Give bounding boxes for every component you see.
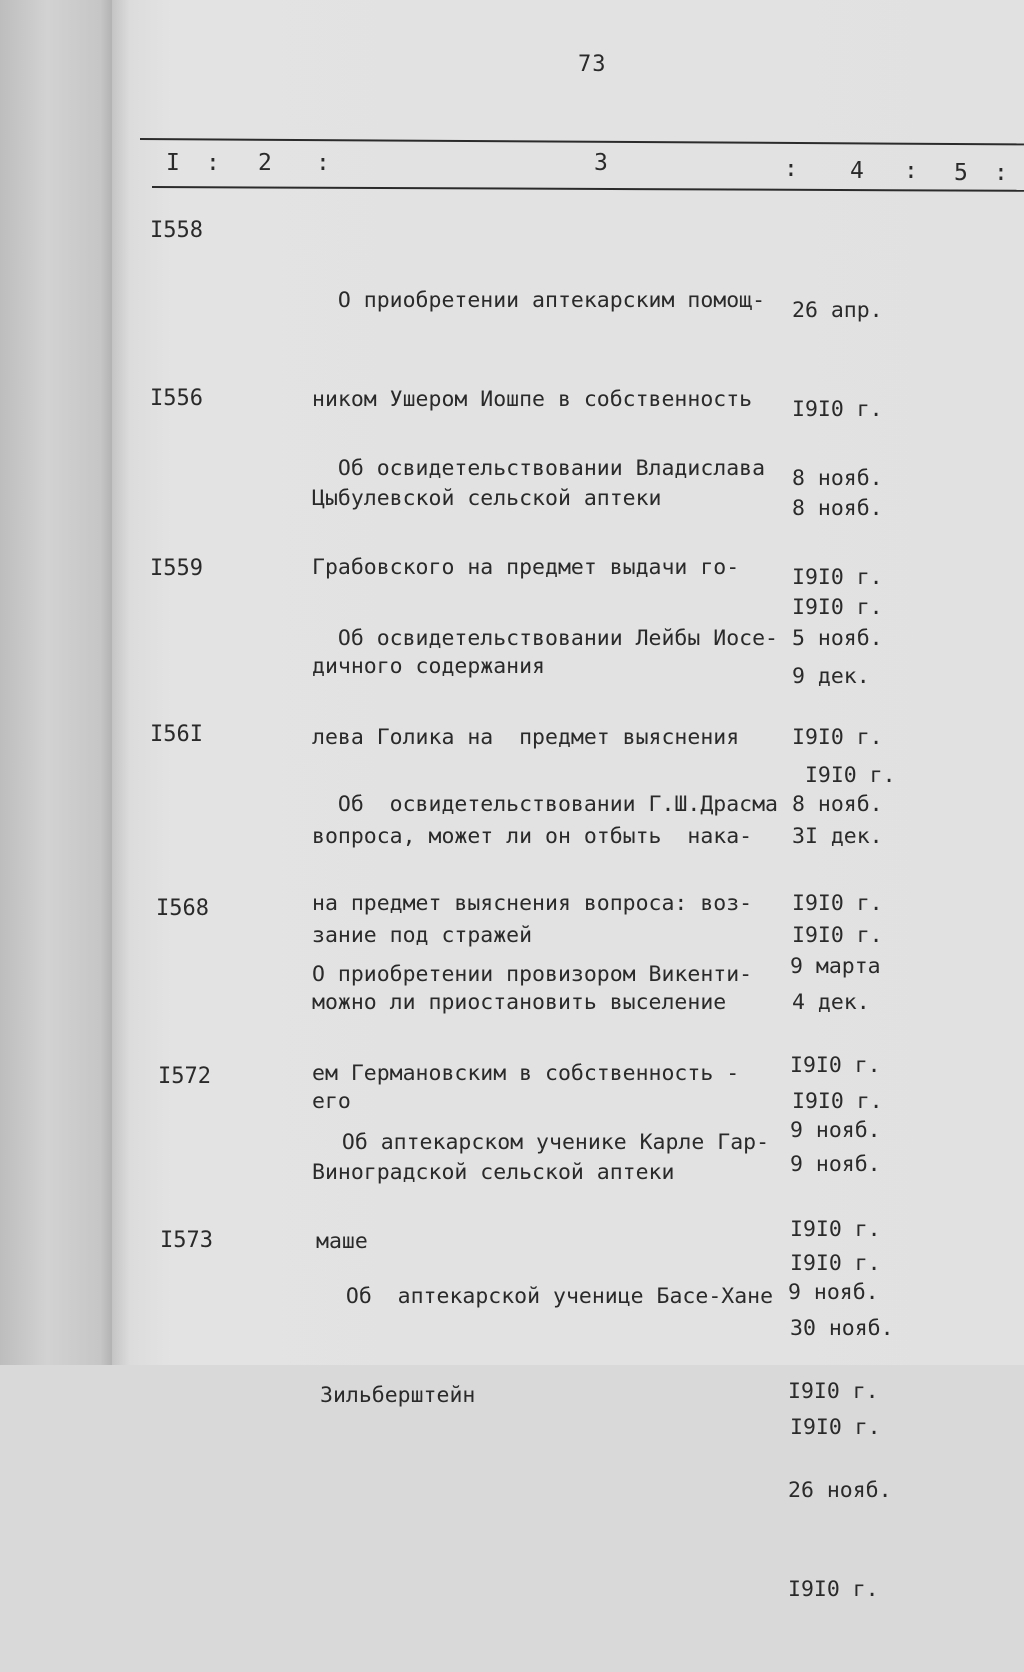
column-header-2: 2 xyxy=(258,150,272,176)
page-number: 73 xyxy=(578,52,607,77)
column-separator: : xyxy=(784,156,798,182)
entry-dates: 9 нояб. I9I0 г. 30 нояб. I9I0 г. xyxy=(790,1118,894,1440)
column-header-1: I xyxy=(166,150,180,176)
entry-number: I556 xyxy=(150,386,203,411)
column-separator: : xyxy=(316,150,330,176)
entry-description: О приобретении аптекарским помощ- ником Ушером Иошпе в собственность Цыбулевской сельской аптеки xyxy=(312,288,766,511)
column-separator: : xyxy=(206,150,220,176)
entry-dates: 8 нояб. I9I0 г. 9 дек. I9I0 г. xyxy=(792,466,896,788)
column-header-3: 3 xyxy=(594,150,608,176)
entry-number: I572 xyxy=(158,1064,211,1089)
column-header-5: 5 xyxy=(954,160,968,186)
entry-number: I558 xyxy=(150,218,203,243)
entry-description: Об аптекарской ученице Басе-Хане Зильберштейн xyxy=(320,1284,774,1408)
entry-description: Об освидетельствовании Лейбы Иосе- лева Голика на предмет выяснения вопроса, может ли он отбыть нака- зание под стражей xyxy=(312,626,778,948)
entry-description: Об освидетельствовании Владислава Грабовского на предмет выдачи го- дичного содержания xyxy=(312,456,766,679)
entry-number: I573 xyxy=(160,1228,213,1253)
column-separator: : xyxy=(904,158,918,184)
entry-dates: 26 апр. I9I0 г. 8 нояб. I9I0 г. xyxy=(792,298,883,620)
entry-dates: 9 нояб. I9I0 г. 26 нояб. I9I0 г. xyxy=(788,1280,892,1602)
entry-description: Об аптекарском ученике Карле Гар- маше xyxy=(316,1130,770,1254)
column-header-4: 4 xyxy=(850,158,864,184)
entry-number: I56I xyxy=(150,722,203,747)
column-separator: : xyxy=(994,160,1008,186)
entry-description: О приобретении провизором Викенти- ем Германовским в собственность - Виноградской сельской аптеки xyxy=(312,962,753,1185)
entry-number: I559 xyxy=(150,556,203,581)
entry-description: Об освидетельствовании Г.Ш.Драсма на предмет выяснения вопроса: воз- можно ли приостановить выселение его xyxy=(312,792,778,1114)
entry-dates: 5 нояб. I9I0 г. 3I дек. I9I0 г. xyxy=(792,626,883,948)
entry-dates: 8 нояб. I9I0 г. 4 дек. I9I0 г. xyxy=(792,792,883,1114)
document-entry xyxy=(0,1224,1024,1602)
entry-number: I568 xyxy=(156,896,209,921)
entry-dates: 9 марта I9I0 г. 9 нояб. I9I0 г. xyxy=(790,954,881,1276)
